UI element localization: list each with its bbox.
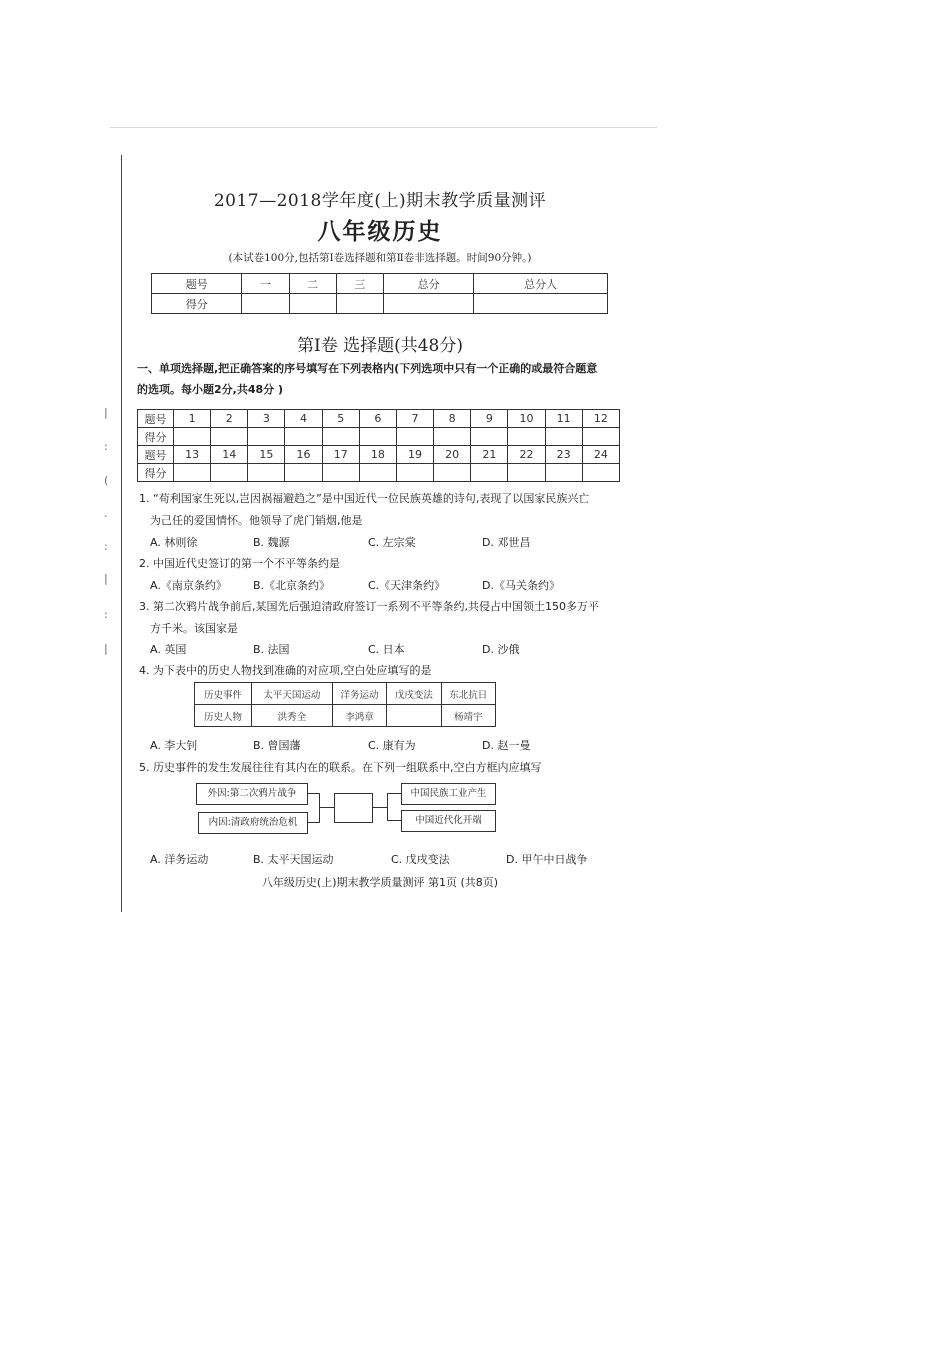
table-row bbox=[152, 294, 608, 314]
question-2-option-d: D.《马关条约》 bbox=[482, 579, 560, 592]
answer-blank bbox=[248, 428, 285, 446]
answer-blank bbox=[545, 464, 582, 482]
question-4-option-a: A. 李大钊 bbox=[150, 739, 198, 752]
exam-note: (本试卷100分,包括第Ⅰ卷选择题和第Ⅱ卷非选择题。时间90分钟。) bbox=[228, 252, 532, 264]
question-1-option-b: B. 魏源 bbox=[253, 536, 290, 549]
question-5-option-c: C. 戊戌变法 bbox=[391, 853, 450, 866]
answer-blank bbox=[471, 428, 508, 446]
table-cell: 9 bbox=[471, 410, 508, 428]
answer-blank bbox=[434, 464, 471, 482]
answer-blank bbox=[359, 428, 396, 446]
table-row bbox=[195, 705, 496, 727]
table-cell: 23 bbox=[545, 446, 582, 464]
answer-blank bbox=[508, 428, 545, 446]
exam-title: 2017—2018学年度(上)期末教学质量测评 bbox=[213, 191, 547, 211]
score-blank bbox=[242, 294, 289, 314]
question-4-table bbox=[194, 682, 496, 727]
answer-blank bbox=[545, 428, 582, 446]
table-cell: 题号 bbox=[138, 446, 174, 464]
table-cell: 20 bbox=[434, 446, 471, 464]
table-cell: 13 bbox=[174, 446, 211, 464]
section-instruction bbox=[137, 358, 627, 400]
answer-blank bbox=[396, 428, 433, 446]
question-3-option-a: A. 英国 bbox=[150, 643, 187, 656]
score-blank bbox=[289, 294, 336, 314]
answer-blank bbox=[285, 428, 322, 446]
table-cell: 24 bbox=[582, 446, 619, 464]
question-5-text: 5. 历史事件的发生发展往往有其内在的联系。在下列一组联系中,空白方框内应填写 bbox=[139, 761, 542, 774]
table-cell: 二 bbox=[289, 274, 336, 294]
question-3-option-b: B. 法国 bbox=[253, 643, 290, 656]
table-cell: 洪秀全 bbox=[252, 705, 333, 727]
table-cell: 3 bbox=[248, 410, 285, 428]
table-cell: 12 bbox=[582, 410, 619, 428]
question-5-option-b: B. 太平天国运动 bbox=[253, 853, 334, 866]
table-cell: 7 bbox=[396, 410, 433, 428]
question-5-option-a: A. 洋务运动 bbox=[150, 853, 209, 866]
question-1-option-d: D. 邓世昌 bbox=[482, 536, 531, 549]
diagram-box-modernization-start: 中国近代化开端 bbox=[401, 810, 496, 832]
diagram-connector bbox=[307, 793, 319, 794]
answer-blank bbox=[174, 464, 211, 482]
table-cell: 18 bbox=[359, 446, 396, 464]
question-4-text: 4. 为下表中的历史人物找到准确的对应项,空白处应填写的是 bbox=[139, 664, 432, 677]
answer-blank bbox=[285, 464, 322, 482]
question-4-option-b: B. 曾国藩 bbox=[253, 739, 301, 752]
question-1-text-cont: 为己任的爱国情怀。他领导了虎门销烟,他是 bbox=[150, 514, 363, 527]
question-2-option-a: A.《南京条约》 bbox=[150, 579, 227, 592]
answer-blank bbox=[434, 428, 471, 446]
question-1-option-c: C. 左宗棠 bbox=[368, 536, 416, 549]
table-row bbox=[138, 428, 620, 446]
diagram-connector bbox=[387, 793, 388, 821]
question-3-text-cont: 方千米。该国家是 bbox=[150, 622, 238, 635]
instruction-line: 的选项。每小题2分,共48分 ) bbox=[137, 383, 283, 396]
answer-blank bbox=[211, 464, 248, 482]
question-3-text: 3. 第二次鸦片战争前后,某国先后强迫清政府签订一系列不平等条约,共侵占中国领土150多万平 bbox=[139, 600, 599, 613]
answer-blank bbox=[322, 464, 359, 482]
question-3-option-d: D. 沙俄 bbox=[482, 643, 520, 656]
table-row bbox=[138, 410, 620, 428]
answer-table bbox=[137, 409, 620, 482]
table-row bbox=[138, 464, 620, 482]
answer-blank bbox=[174, 428, 211, 446]
table-cell: 题号 bbox=[138, 410, 174, 428]
table-cell: 总分 bbox=[383, 274, 473, 294]
score-blank bbox=[336, 294, 383, 314]
question-2-option-b: B.《北京条约》 bbox=[253, 579, 331, 592]
table-cell: 得分 bbox=[152, 294, 242, 314]
table-cell: 8 bbox=[434, 410, 471, 428]
table-cell: 19 bbox=[396, 446, 433, 464]
answer-blank bbox=[211, 428, 248, 446]
binding-margin-line bbox=[121, 155, 122, 912]
diagram-connector bbox=[387, 793, 401, 794]
question-2-text: 2. 中国近代史签订的第一个不平等条约是 bbox=[139, 557, 340, 570]
question-4-option-c: C. 康有为 bbox=[368, 739, 416, 752]
table-cell: 历史人物 bbox=[195, 705, 252, 727]
table-cell: 4 bbox=[285, 410, 322, 428]
answer-blank bbox=[359, 464, 396, 482]
table-cell: 2 bbox=[211, 410, 248, 428]
diagram-box-national-industry: 中国民族工业产生 bbox=[401, 783, 496, 805]
table-cell: 16 bbox=[285, 446, 322, 464]
question-3-option-c: C. 日本 bbox=[368, 643, 405, 656]
table-cell: 17 bbox=[322, 446, 359, 464]
answer-blank bbox=[396, 464, 433, 482]
answer-blank bbox=[471, 464, 508, 482]
subject-title: 八年级历史 bbox=[317, 219, 443, 245]
table-cell: 14 bbox=[211, 446, 248, 464]
diagram-connector bbox=[319, 793, 320, 823]
table-cell: 得分 bbox=[138, 464, 174, 482]
table-cell: 东北抗日 bbox=[441, 683, 495, 705]
blank-cell bbox=[387, 705, 441, 727]
diagram-box-external-cause: 外因:第二次鸦片战争 bbox=[196, 783, 308, 805]
score-blank bbox=[474, 294, 608, 314]
table-cell: 李鸿章 bbox=[332, 705, 386, 727]
diagram-connector bbox=[387, 820, 401, 821]
table-cell: 洋务运动 bbox=[332, 683, 386, 705]
diagram-connector bbox=[372, 807, 387, 808]
question-5-option-d: D. 甲午中日战争 bbox=[506, 853, 588, 866]
table-cell: 三 bbox=[336, 274, 383, 294]
section-title: 第Ⅰ卷 选择题(共48分) bbox=[296, 336, 463, 356]
question-4-option-d: D. 赵一曼 bbox=[482, 739, 531, 752]
table-cell: 一 bbox=[242, 274, 289, 294]
table-cell: 22 bbox=[508, 446, 545, 464]
table-cell: 21 bbox=[471, 446, 508, 464]
table-cell: 11 bbox=[545, 410, 582, 428]
answer-blank bbox=[582, 428, 619, 446]
question-1-text: 1. “苟利国家生死以,岂因祸福避趋之”是中国近代一位民族英雄的诗句,表现了以国家民族兴亡 bbox=[139, 492, 590, 505]
table-cell: 15 bbox=[248, 446, 285, 464]
question-1-option-a: A. 林则徐 bbox=[150, 536, 198, 549]
table-cell: 戊戌变法 bbox=[387, 683, 441, 705]
table-cell: 1 bbox=[174, 410, 211, 428]
table-row bbox=[152, 274, 608, 294]
diagram-blank-box bbox=[334, 793, 373, 823]
table-cell: 10 bbox=[508, 410, 545, 428]
table-row bbox=[138, 446, 620, 464]
table-cell: 总分人 bbox=[474, 274, 608, 294]
table-cell: 得分 bbox=[138, 428, 174, 446]
table-cell: 6 bbox=[359, 410, 396, 428]
question-2-option-c: C.《天津条约》 bbox=[368, 579, 446, 592]
table-cell: 历史事件 bbox=[195, 683, 252, 705]
answer-blank bbox=[248, 464, 285, 482]
table-cell: 杨靖宇 bbox=[441, 705, 495, 727]
diagram-box-internal-cause: 内因:清政府统治危机 bbox=[198, 812, 308, 834]
score-table bbox=[151, 273, 608, 314]
answer-blank bbox=[582, 464, 619, 482]
table-cell: 太平天国运动 bbox=[252, 683, 333, 705]
instruction-line: 一、单项选择题,把正确答案的序号填写在下列表格内(下列选项中只有一个正确的或最符合题意 bbox=[137, 362, 598, 375]
page-footer: 八年级历史(上)期末教学质量测评 第1页 (共8页) bbox=[261, 876, 499, 889]
score-blank bbox=[383, 294, 473, 314]
table-cell: 题号 bbox=[152, 274, 242, 294]
top-divider bbox=[110, 127, 657, 128]
table-row bbox=[195, 683, 496, 705]
answer-blank bbox=[508, 464, 545, 482]
table-cell: 5 bbox=[322, 410, 359, 428]
answer-blank bbox=[322, 428, 359, 446]
diagram-connector bbox=[319, 807, 334, 808]
diagram-connector bbox=[307, 822, 319, 823]
